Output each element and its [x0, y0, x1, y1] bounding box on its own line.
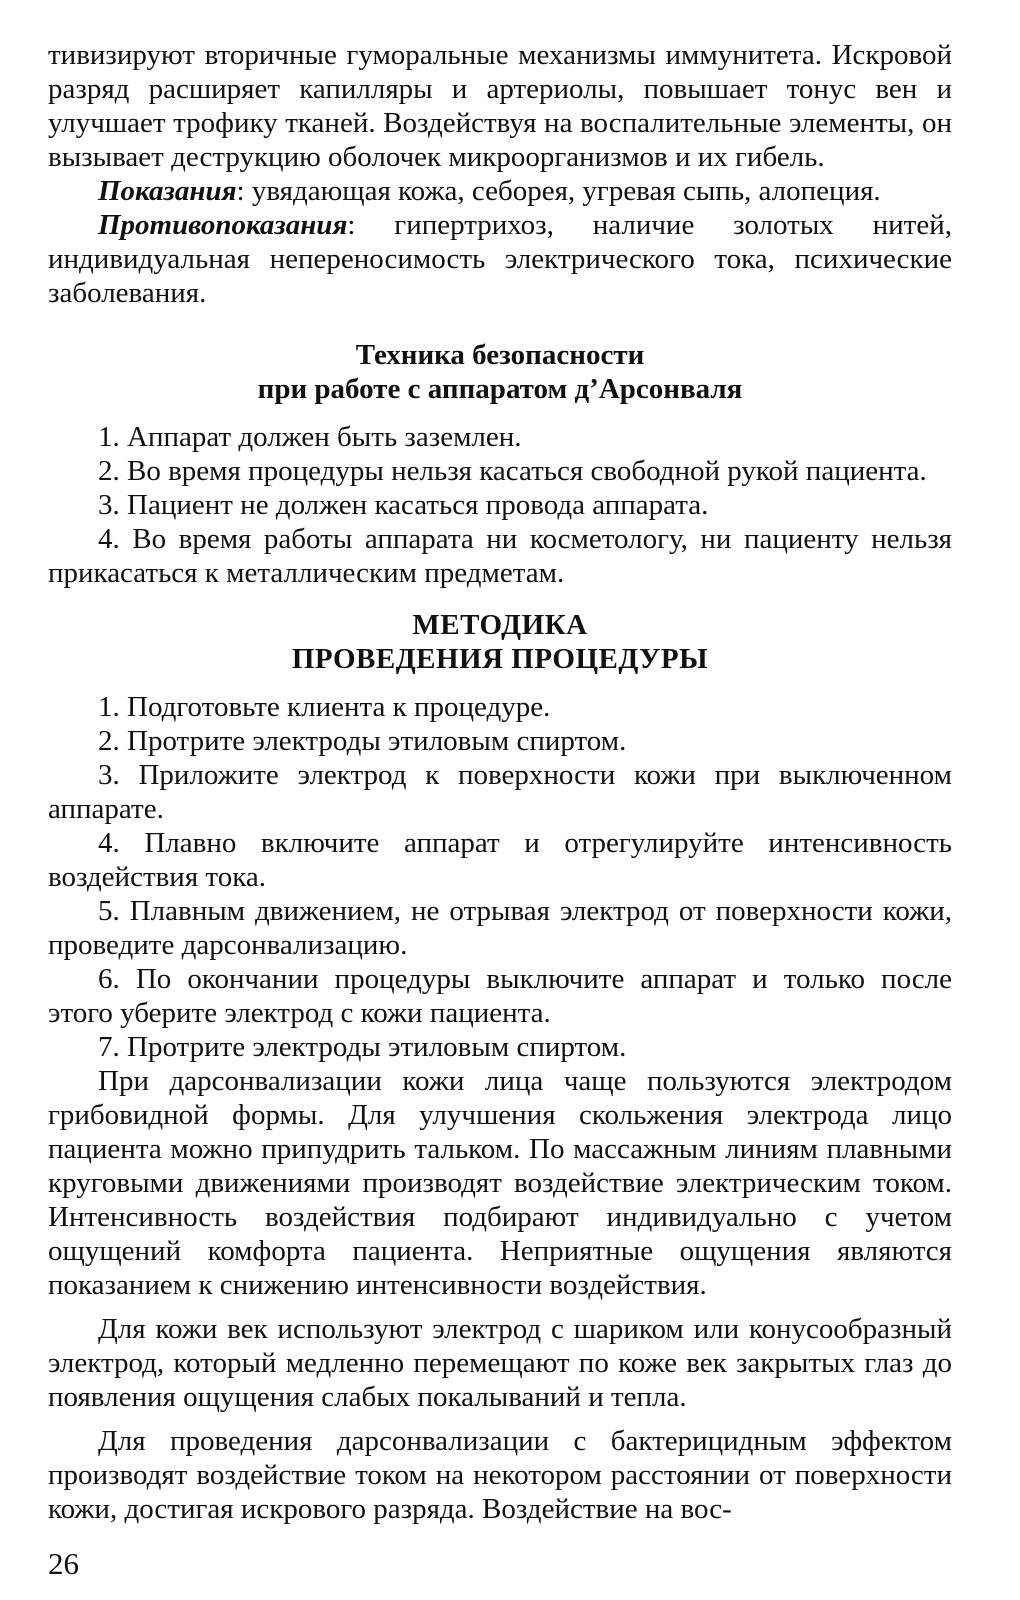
method-heading: [48, 608, 952, 676]
list-item: 2. Во время процедуры нельзя касаться свободной рукой пациента.: [98, 455, 927, 487]
list-item: 3. Приложите электрод к поверхности кожи при выключенном аппарате.: [48, 759, 952, 825]
list-item: 1. Подготовьте клиента к процедуре.: [98, 691, 551, 723]
page-number: 26: [48, 1546, 79, 1581]
indications-text: : увядающая кожа, себорея, угревая сыпь, алопеция.: [236, 175, 881, 207]
indications-paragraph: [48, 174, 952, 208]
safety-list: [48, 420, 952, 590]
page-content: [48, 38, 952, 1526]
body-paragraph: Для проведения дарсонвализации с бактерицидным эффектом производят воздействие током на некотором расстоянии от поверхности кожи, достигая искрового разряда. Воздействие на вос-: [48, 1425, 952, 1525]
contraindications-text: : гипертрихоз, наличие золотых нитей, индивидуальная непереносимость электрического тока, психические заболевания.: [48, 209, 952, 309]
contraindications-label: Противопоказания: [98, 209, 348, 241]
intro-paragraph: тивизируют вторичные гуморальные механизмы иммунитета. Искровой разряд расширяет капилляры и артериолы, повышает тонус вен и улучшает трофику тканей. Воздействуя на воспалительные элементы, он вызывает деструкцию оболочек микроорганизмов и их гибель.: [48, 39, 952, 173]
method-heading-line2: ПРОВЕДЕНИЯ ПРОЦЕДУРЫ: [291, 643, 709, 675]
list-item: 2. Протрите электроды этиловым спиртом.: [98, 725, 627, 757]
safety-heading: [48, 338, 952, 406]
list-item: 7. Протрите электроды этиловым спиртом.: [98, 1031, 627, 1063]
safety-heading-line1: Техника безопасности: [355, 339, 645, 371]
list-item: 6. По окончании процедуры выключите аппарат и только после этого уберите электрод с кожи пациента.: [48, 963, 952, 1029]
method-heading-line1: МЕТОДИКА: [412, 609, 588, 641]
contraindications-paragraph: [48, 208, 952, 310]
safety-heading-line2: при работе с аппаратом д’Арсонваля: [257, 373, 743, 405]
body-paragraph: При дарсонвализации кожи лица чаще пользуются электродом грибовидной формы. Для улучшения скольжения электрода лицо пациента можно припудрить тальком. По массажным линиям плавными круговыми движениями производят воздействие электрическим током. Интенсивность воздействия подбирают индивидуально с учетом ощущений комфорта пациента. Неприятные ощущения являются показанием к снижению интенсивности воздействия.: [48, 1065, 952, 1301]
list-item: 4. Плавно включите аппарат и отрегулируйте интенсивность воздействия тока.: [48, 827, 952, 893]
list-item: 5. Плавным движением, не отрывая электрод от поверхности кожи, проведите дарсонвализацию.: [48, 895, 952, 961]
body-paragraph: Для кожи век используют электрод с шариком или конусообразный электрод, который медленно перемещают по коже век закрытых глаз до появления ощущения слабых покалываний и тепла.: [48, 1313, 952, 1413]
list-item: 4. Во время работы аппарата ни косметологу, ни пациенту нельзя прикасаться к металлическим предметам.: [48, 523, 952, 589]
method-list: [48, 690, 952, 1064]
indications-label: Показания: [98, 175, 237, 207]
list-item: 1. Аппарат должен быть заземлен.: [98, 421, 522, 453]
list-item: 3. Пациент не должен касаться провода аппарата.: [98, 489, 709, 521]
